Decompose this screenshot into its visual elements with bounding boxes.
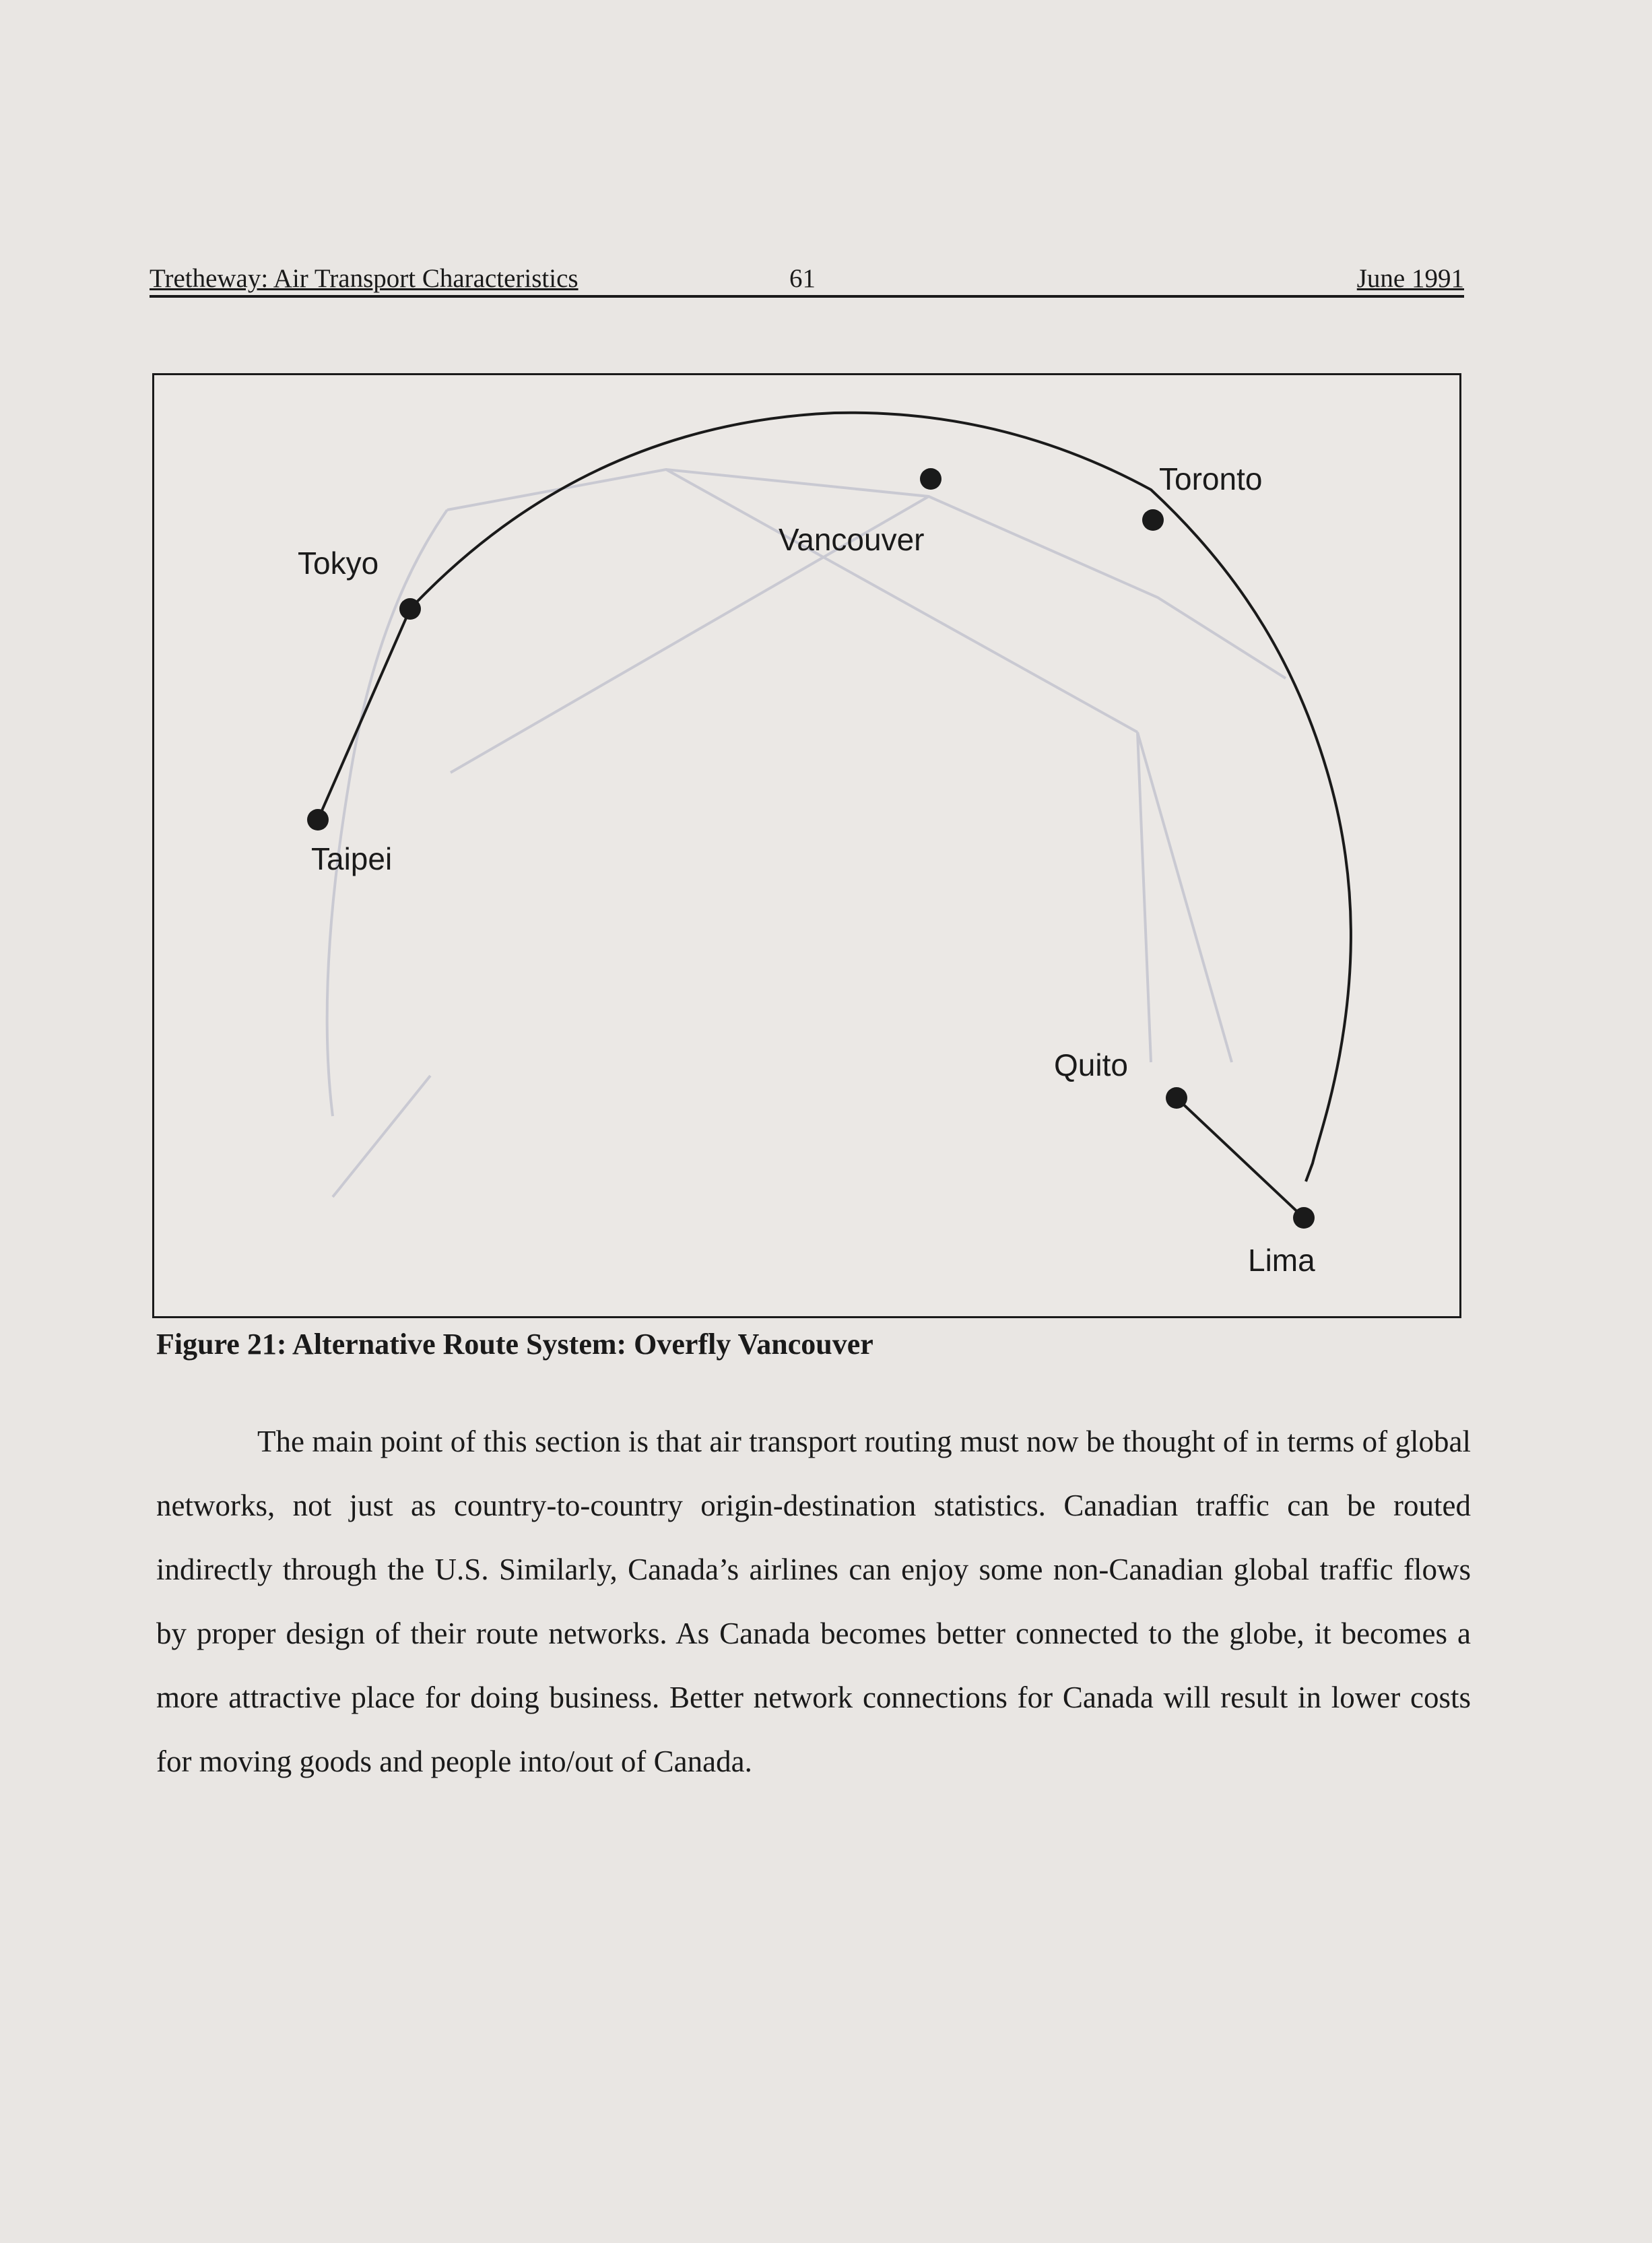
route-figure <box>152 373 1461 1318</box>
quito-dot <box>1166 1087 1187 1109</box>
city-label-quito: Quito <box>1054 1047 1128 1082</box>
body-paragraph: The main point of this section is that air transport routing must now be thought of in terms of global networks, not just as country-to-country origin-destination statistics. Canadian traffic can be routed indirectly through the U.S. Similarly, Canada’s airlines can enjoy some non-Canadian global traffic flows by proper design of their route networks. As Canada becomes better connected to the globe, it becomes a more attractive place for doing business. Better network connections for Canada will result in lower costs for moving goods and people into/out of Canada. <box>156 1425 1471 1778</box>
route-tokyo-taipei <box>318 609 410 820</box>
lima-dot <box>1293 1207 1315 1229</box>
city-label-vancouver: Vancouver <box>779 522 925 557</box>
city-label-tokyo: Tokyo <box>298 546 379 581</box>
bleed-through-lines <box>327 469 1286 1197</box>
city-label-taipei: Taipei <box>311 841 393 876</box>
header-date: June 1991 <box>1356 264 1464 293</box>
city-label-toronto: Toronto <box>1159 461 1263 496</box>
vancouver-dot <box>920 468 941 490</box>
city-label-lima: Lima <box>1248 1243 1315 1278</box>
figure-caption: Figure 21: Alternative Route System: Overfly Vancouver <box>156 1328 873 1361</box>
running-header <box>150 261 1464 298</box>
header-title: Tretheway: Air Transport Characteristics <box>150 264 579 293</box>
taipei-dot <box>307 809 329 831</box>
toronto-dot <box>1142 509 1164 531</box>
tokyo-dot <box>399 598 421 620</box>
page-number: 61 <box>789 264 816 293</box>
route-quito-lima <box>1177 1098 1304 1218</box>
route-map <box>154 375 1459 1316</box>
